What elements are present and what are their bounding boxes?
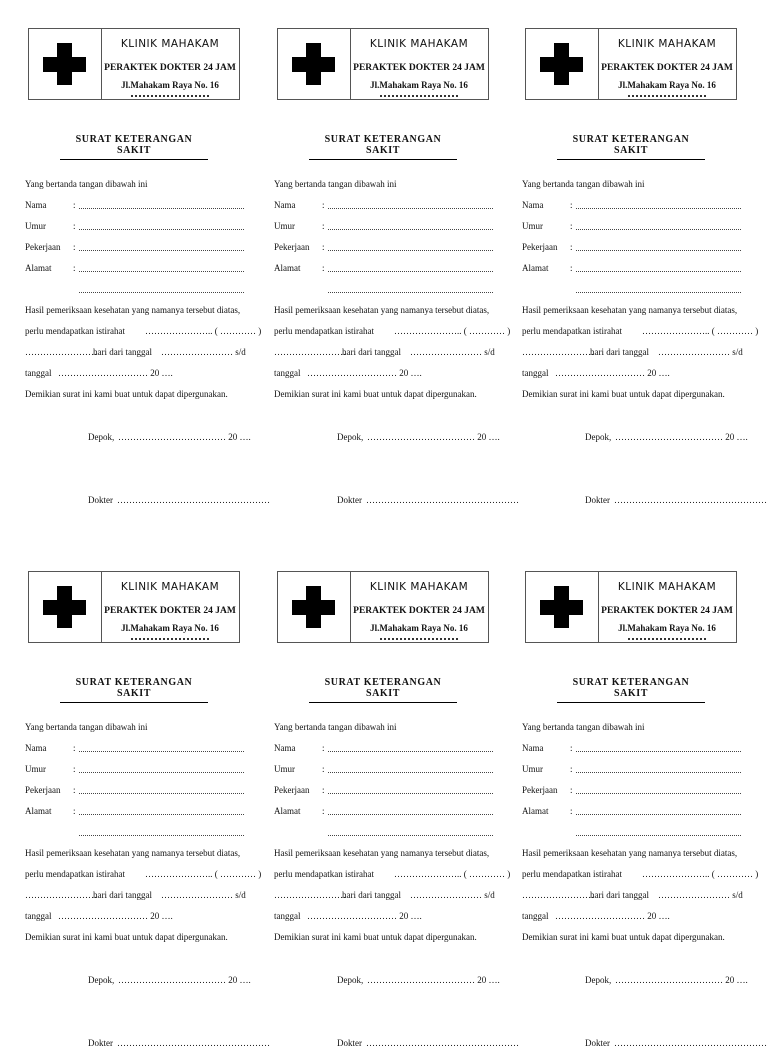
document-title: SURAT KETERANGAN SAKIT — [60, 677, 208, 703]
cross-logo-cell — [278, 29, 351, 99]
nama-colon: : — [322, 200, 325, 210]
tanggal-start-blank[interactable]: …………………… s/d — [658, 890, 743, 900]
demikian-text: Demikian surat ini kami buat untuk dapat dipergunakan. — [274, 932, 477, 942]
umur-field[interactable] — [79, 772, 244, 773]
alamat-field[interactable] — [328, 814, 493, 815]
hari-text: hari dari tanggal — [93, 347, 152, 357]
nama-field[interactable] — [576, 751, 741, 752]
umur-label: Umur — [25, 764, 46, 774]
alamat-field[interactable] — [576, 271, 741, 272]
tanggal-start-blank[interactable]: …………………… s/d — [410, 347, 495, 357]
pekerjaan-field[interactable] — [576, 793, 741, 794]
clinic-address: Jl.Mahakam Raya No. 16 — [618, 80, 716, 90]
umur-field[interactable] — [79, 229, 244, 230]
pekerjaan-colon: : — [570, 242, 573, 252]
clinic-address: Jl.Mahakam Raya No. 16 — [121, 80, 219, 90]
depok-label: Depok, — [585, 975, 612, 985]
alamat-colon: : — [322, 806, 325, 816]
certificate-form — [274, 28, 522, 505]
clinic-header — [28, 571, 240, 643]
hari-blank[interactable]: …………………… — [522, 890, 594, 900]
clinic-name: KLINIK MAHAKAM — [120, 38, 220, 50]
document-title: SURAT KETERANGAN SAKIT — [60, 134, 208, 160]
clinic-address: Jl.Mahakam Raya No. 16 — [370, 80, 468, 90]
pekerjaan-colon: : — [73, 242, 76, 252]
medical-cross-icon-bar — [292, 600, 335, 615]
nama-field[interactable] — [328, 751, 493, 752]
dokter-signature-blank[interactable]: …………………………………………… — [366, 495, 519, 505]
dokter-label: Dokter — [88, 1038, 113, 1048]
clinic-address: Jl.Mahakam Raya No. 16 — [121, 623, 219, 633]
demikian-text: Demikian surat ini kami buat untuk dapat dipergunakan. — [522, 389, 725, 399]
alamat-field-line-2[interactable] — [576, 835, 741, 836]
clinic-name: KLINIK MAHAKAM — [617, 581, 717, 593]
tanggal-end-blank[interactable]: ………………………… 20 …. — [307, 911, 422, 921]
intro-text: Yang bertanda tangan dibawah ini — [274, 722, 397, 732]
depok-label: Depok, — [337, 975, 364, 985]
istirahat-text: perlu mendapatkan istirahat — [25, 326, 125, 336]
tanggal-start-blank[interactable]: …………………… s/d — [161, 890, 246, 900]
document-title: SURAT KETERANGAN SAKIT — [557, 677, 705, 703]
hari-text: hari dari tanggal — [590, 890, 649, 900]
alamat-field[interactable] — [79, 271, 244, 272]
alamat-colon: : — [570, 806, 573, 816]
tanggal-label: tanggal — [522, 911, 549, 921]
clinic-subtitle: PERAKTEK DOKTER 24 JAM — [601, 63, 733, 73]
document-title: SURAT KETERANGAN SAKIT — [309, 134, 457, 160]
dokter-signature-blank[interactable]: …………………………………………… — [117, 495, 270, 505]
nama-label: Nama — [274, 200, 296, 210]
istirahat-blank[interactable]: ………………….. ( ………… ) — [145, 326, 262, 336]
dokter-label: Dokter — [585, 1038, 610, 1048]
tanggal-label: tanggal — [274, 911, 301, 921]
dokter-signature-blank[interactable]: …………………………………………… — [366, 1038, 519, 1048]
cross-logo-cell — [29, 29, 102, 99]
hasil-text: Hasil pemeriksaan kesehatan yang namanya tersebut diatas, — [522, 848, 738, 858]
umur-label: Umur — [274, 221, 295, 231]
hari-blank[interactable]: …………………… — [25, 347, 97, 357]
demikian-text: Demikian surat ini kami buat untuk dapat dipergunakan. — [274, 389, 477, 399]
dokter-label: Dokter — [337, 1038, 362, 1048]
hari-text: hari dari tanggal — [342, 890, 401, 900]
clinic-header — [277, 571, 489, 643]
tanggal-start-blank[interactable]: …………………… s/d — [161, 347, 246, 357]
clinic-name: KLINIK MAHAKAM — [617, 38, 717, 50]
istirahat-text: perlu mendapatkan istirahat — [522, 869, 622, 879]
alamat-field-line-2[interactable] — [328, 292, 493, 293]
depok-date-blank[interactable]: ……………………………… 20 …. — [118, 432, 251, 442]
intro-text: Yang bertanda tangan dibawah ini — [522, 179, 645, 189]
depok-date-blank[interactable]: ……………………………… 20 …. — [367, 432, 500, 442]
pekerjaan-colon: : — [322, 242, 325, 252]
medical-cross-icon-bar — [540, 600, 583, 615]
istirahat-blank[interactable]: ………………….. ( ………… ) — [394, 869, 511, 879]
alamat-field[interactable] — [328, 271, 493, 272]
depok-date-blank[interactable]: ……………………………… 20 …. — [615, 432, 748, 442]
alamat-label: Alamat — [25, 263, 52, 273]
tanggal-end-blank[interactable]: ………………………… 20 …. — [307, 368, 422, 378]
alamat-label: Alamat — [522, 263, 549, 273]
intro-text: Yang bertanda tangan dibawah ini — [274, 179, 397, 189]
umur-label: Umur — [522, 221, 543, 231]
document-title: SURAT KETERANGAN SAKIT — [309, 677, 457, 703]
demikian-text: Demikian surat ini kami buat untuk dapat dipergunakan. — [522, 932, 725, 942]
dokter-label: Dokter — [337, 495, 362, 505]
hari-blank[interactable]: …………………… — [25, 890, 97, 900]
nama-label: Nama — [522, 200, 544, 210]
depok-date-blank[interactable]: ……………………………… 20 …. — [367, 975, 500, 985]
hasil-text: Hasil pemeriksaan kesehatan yang namanya tersebut diatas, — [274, 848, 490, 858]
pekerjaan-label: Pekerjaan — [274, 785, 310, 795]
nama-colon: : — [73, 200, 76, 210]
pekerjaan-colon: : — [322, 785, 325, 795]
tanggal-end-blank[interactable]: ………………………… 20 …. — [555, 911, 670, 921]
dokter-label: Dokter — [585, 495, 610, 505]
istirahat-blank[interactable]: ………………….. ( ………… ) — [642, 326, 759, 336]
pekerjaan-field[interactable] — [576, 250, 741, 251]
nama-label: Nama — [522, 743, 544, 753]
hari-text: hari dari tanggal — [93, 890, 152, 900]
clinic-name: KLINIK MAHAKAM — [120, 581, 220, 593]
dokter-signature-blank[interactable]: …………………………………………… — [614, 1038, 767, 1048]
umur-colon: : — [322, 764, 325, 774]
umur-field[interactable] — [328, 229, 493, 230]
medical-cross-icon-bar — [292, 57, 335, 72]
certificate-form — [25, 28, 273, 505]
medical-cross-icon-bar — [43, 600, 86, 615]
tanggal-label: tanggal — [25, 911, 52, 921]
nama-field[interactable] — [328, 208, 493, 209]
medical-cross-icon-bar — [43, 57, 86, 72]
alamat-label: Alamat — [522, 806, 549, 816]
clinic-address: Jl.Mahakam Raya No. 16 — [618, 623, 716, 633]
hasil-text: Hasil pemeriksaan kesehatan yang namanya tersebut diatas, — [274, 305, 490, 315]
pekerjaan-field[interactable] — [79, 793, 244, 794]
address-cut-line — [380, 638, 458, 644]
istirahat-text: perlu mendapatkan istirahat — [522, 326, 622, 336]
alamat-colon: : — [73, 806, 76, 816]
nama-field[interactable] — [79, 751, 244, 752]
intro-text: Yang bertanda tangan dibawah ini — [522, 722, 645, 732]
hari-text: hari dari tanggal — [342, 347, 401, 357]
cross-logo-cell — [526, 29, 599, 99]
pekerjaan-label: Pekerjaan — [274, 242, 310, 252]
depok-label: Depok, — [337, 432, 364, 442]
dokter-signature-blank[interactable]: …………………………………………… — [117, 1038, 270, 1048]
pekerjaan-label: Pekerjaan — [522, 785, 558, 795]
address-cut-line — [628, 638, 706, 644]
demikian-text: Demikian surat ini kami buat untuk dapat dipergunakan. — [25, 389, 228, 399]
tanggal-end-blank[interactable]: ………………………… 20 …. — [58, 911, 173, 921]
pekerjaan-field[interactable] — [328, 793, 493, 794]
nama-label: Nama — [25, 200, 47, 210]
nama-colon: : — [570, 200, 573, 210]
alamat-label: Alamat — [25, 806, 52, 816]
pekerjaan-label: Pekerjaan — [25, 785, 61, 795]
tanggal-start-blank[interactable]: …………………… s/d — [658, 347, 743, 357]
istirahat-text: perlu mendapatkan istirahat — [274, 326, 374, 336]
umur-colon: : — [73, 764, 76, 774]
istirahat-text: perlu mendapatkan istirahat — [274, 869, 374, 879]
nama-field[interactable] — [576, 208, 741, 209]
umur-field[interactable] — [328, 772, 493, 773]
pekerjaan-colon: : — [73, 785, 76, 795]
alamat-label: Alamat — [274, 806, 301, 816]
clinic-name: KLINIK MAHAKAM — [369, 38, 469, 50]
hari-text: hari dari tanggal — [590, 347, 649, 357]
alamat-field[interactable] — [576, 814, 741, 815]
umur-colon: : — [570, 764, 573, 774]
nama-label: Nama — [25, 743, 47, 753]
clinic-subtitle: PERAKTEK DOKTER 24 JAM — [601, 606, 733, 616]
hasil-text: Hasil pemeriksaan kesehatan yang namanya tersebut diatas, — [25, 848, 241, 858]
clinic-name: KLINIK MAHAKAM — [369, 581, 469, 593]
dokter-label: Dokter — [88, 495, 113, 505]
alamat-field-line-2[interactable] — [576, 292, 741, 293]
umur-field[interactable] — [576, 772, 741, 773]
tanggal-end-blank[interactable]: ………………………… 20 …. — [555, 368, 670, 378]
pekerjaan-label: Pekerjaan — [522, 242, 558, 252]
depok-label: Depok, — [88, 432, 115, 442]
istirahat-blank[interactable]: ………………….. ( ………… ) — [394, 326, 511, 336]
certificate-form — [274, 571, 522, 1048]
alamat-field-line-2[interactable] — [328, 835, 493, 836]
dokter-signature-blank[interactable]: …………………………………………… — [614, 495, 767, 505]
certificate-form — [522, 28, 768, 505]
address-cut-line — [131, 95, 209, 101]
certificate-form — [25, 571, 273, 1048]
hari-blank[interactable]: …………………… — [274, 347, 346, 357]
depok-date-blank[interactable]: ……………………………… 20 …. — [615, 975, 748, 985]
depok-label: Depok, — [585, 432, 612, 442]
clinic-address: Jl.Mahakam Raya No. 16 — [370, 623, 468, 633]
tanggal-label: tanggal — [25, 368, 52, 378]
clinic-header — [277, 28, 489, 100]
umur-colon: : — [570, 221, 573, 231]
clinic-subtitle: PERAKTEK DOKTER 24 JAM — [353, 606, 485, 616]
istirahat-blank[interactable]: ………………….. ( ………… ) — [145, 869, 262, 879]
clinic-header — [28, 28, 240, 100]
tanggal-label: tanggal — [522, 368, 549, 378]
alamat-colon: : — [322, 263, 325, 273]
alamat-field[interactable] — [79, 814, 244, 815]
alamat-field-line-2[interactable] — [79, 292, 244, 293]
document-title: SURAT KETERANGAN SAKIT — [557, 134, 705, 160]
alamat-colon: : — [570, 263, 573, 273]
cross-logo-cell — [278, 572, 351, 642]
intro-text: Yang bertanda tangan dibawah ini — [25, 722, 148, 732]
cross-logo-cell — [526, 572, 599, 642]
certificate-form — [522, 571, 768, 1048]
tanggal-label: tanggal — [274, 368, 301, 378]
alamat-field-line-2[interactable] — [79, 835, 244, 836]
hasil-text: Hasil pemeriksaan kesehatan yang namanya tersebut diatas, — [522, 305, 738, 315]
umur-label: Umur — [274, 764, 295, 774]
clinic-header — [525, 571, 737, 643]
pekerjaan-colon: : — [570, 785, 573, 795]
umur-colon: : — [73, 221, 76, 231]
depok-date-blank[interactable]: ……………………………… 20 …. — [118, 975, 251, 985]
demikian-text: Demikian surat ini kami buat untuk dapat dipergunakan. — [25, 932, 228, 942]
hari-blank[interactable]: …………………… — [522, 347, 594, 357]
nama-field[interactable] — [79, 208, 244, 209]
alamat-label: Alamat — [274, 263, 301, 273]
tanggal-end-blank[interactable]: ………………………… 20 …. — [58, 368, 173, 378]
clinic-subtitle: PERAKTEK DOKTER 24 JAM — [104, 606, 236, 616]
medical-cross-icon-bar — [540, 57, 583, 72]
clinic-subtitle: PERAKTEK DOKTER 24 JAM — [104, 63, 236, 73]
alamat-colon: : — [73, 263, 76, 273]
tanggal-start-blank[interactable]: …………………… s/d — [410, 890, 495, 900]
istirahat-text: perlu mendapatkan istirahat — [25, 869, 125, 879]
intro-text: Yang bertanda tangan dibawah ini — [25, 179, 148, 189]
address-cut-line — [380, 95, 458, 101]
nama-label: Nama — [274, 743, 296, 753]
nama-colon: : — [322, 743, 325, 753]
pekerjaan-field[interactable] — [328, 250, 493, 251]
umur-colon: : — [322, 221, 325, 231]
clinic-header — [525, 28, 737, 100]
istirahat-blank[interactable]: ………………….. ( ………… ) — [642, 869, 759, 879]
hari-blank[interactable]: …………………… — [274, 890, 346, 900]
cross-logo-cell — [29, 572, 102, 642]
address-cut-line — [628, 95, 706, 101]
umur-field[interactable] — [576, 229, 741, 230]
umur-label: Umur — [522, 764, 543, 774]
clinic-subtitle: PERAKTEK DOKTER 24 JAM — [353, 63, 485, 73]
address-cut-line — [131, 638, 209, 644]
umur-label: Umur — [25, 221, 46, 231]
nama-colon: : — [73, 743, 76, 753]
nama-colon: : — [570, 743, 573, 753]
depok-label: Depok, — [88, 975, 115, 985]
hasil-text: Hasil pemeriksaan kesehatan yang namanya tersebut diatas, — [25, 305, 241, 315]
pekerjaan-label: Pekerjaan — [25, 242, 61, 252]
pekerjaan-field[interactable] — [79, 250, 244, 251]
